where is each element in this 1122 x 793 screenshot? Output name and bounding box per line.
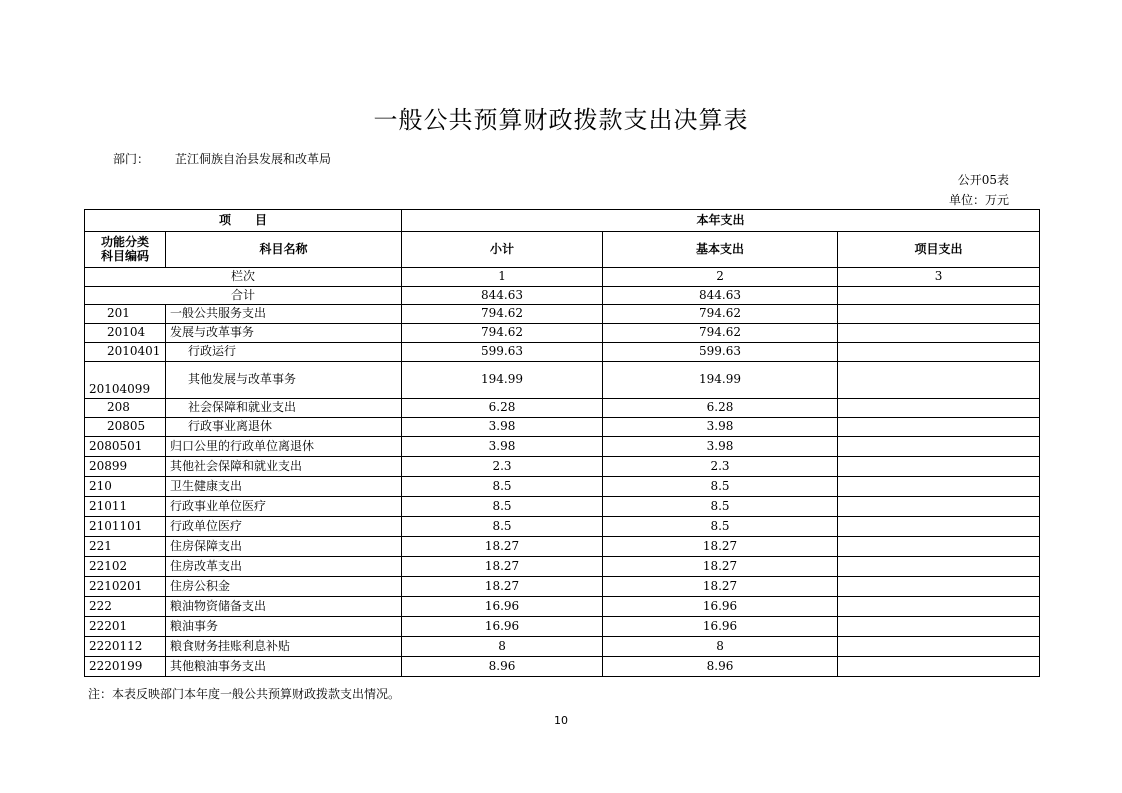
department-label: 部门： xyxy=(113,152,150,166)
row-name: 住房保障支出 xyxy=(166,537,402,557)
table-row xyxy=(85,457,1040,477)
row-name: 其他发展与改革事务 xyxy=(166,362,402,399)
row-subtotal: 18.27 xyxy=(402,557,603,577)
page-title: 一般公共预算财政拨款支出决算表 xyxy=(373,106,749,134)
row-subtotal: 18.27 xyxy=(402,577,603,597)
header-col-basic: 基本支出 xyxy=(603,232,838,268)
row-code: 22201 xyxy=(85,617,166,637)
row-code: 20805 xyxy=(85,418,166,437)
row-basic: 794.62 xyxy=(603,324,838,343)
row-project xyxy=(838,617,1040,637)
table-row xyxy=(85,418,1040,437)
row-subtotal: 18.27 xyxy=(402,537,603,557)
row-project xyxy=(838,597,1040,617)
row-project xyxy=(838,437,1040,457)
total-subtotal: 844.63 xyxy=(402,287,603,305)
row-name: 卫生健康支出 xyxy=(166,477,402,497)
row-name: 粮油事务 xyxy=(166,617,402,637)
row-code: 2220112 xyxy=(85,637,166,657)
row-name: 行政单位医疗 xyxy=(166,517,402,537)
row-project xyxy=(838,577,1040,597)
header-current-year-group: 本年支出 xyxy=(402,210,1040,232)
column-index-1: 1 xyxy=(402,268,603,287)
row-name: 粮食财务挂账利息补贴 xyxy=(166,637,402,657)
row-project xyxy=(838,637,1040,657)
row-basic: 18.27 xyxy=(603,557,838,577)
row-subtotal: 6.28 xyxy=(402,399,603,418)
row-project xyxy=(838,497,1040,517)
table-row xyxy=(85,437,1040,457)
row-subtotal: 3.98 xyxy=(402,418,603,437)
row-code: 20899 xyxy=(85,457,166,477)
row-code: 2220199 xyxy=(85,657,166,677)
row-project xyxy=(838,517,1040,537)
table-row xyxy=(85,657,1040,677)
row-basic: 8.5 xyxy=(603,517,838,537)
row-code: 20104099 xyxy=(85,362,166,399)
row-subtotal: 8.5 xyxy=(402,497,603,517)
row-basic: 18.27 xyxy=(603,577,838,597)
row-code: 221 xyxy=(85,537,166,557)
row-basic: 8.96 xyxy=(603,657,838,677)
row-code: 2101101 xyxy=(85,517,166,537)
row-basic: 16.96 xyxy=(603,617,838,637)
table-row xyxy=(85,343,1040,362)
row-basic: 794.62 xyxy=(603,305,838,324)
table-note: 注：本表反映部门本年度一般公共预算财政拨款支出情况。 xyxy=(88,687,401,701)
row-name: 其他粮油事务支出 xyxy=(166,657,402,677)
row-basic: 194.99 xyxy=(603,362,838,399)
row-code: 222 xyxy=(85,597,166,617)
table-row xyxy=(85,557,1040,577)
table-row xyxy=(85,324,1040,343)
row-project xyxy=(838,557,1040,577)
row-subtotal: 16.96 xyxy=(402,597,603,617)
row-subtotal: 8.5 xyxy=(402,477,603,497)
table-row xyxy=(85,617,1040,637)
row-name: 住房改革支出 xyxy=(166,557,402,577)
row-project xyxy=(838,477,1040,497)
table-row xyxy=(85,537,1040,557)
row-project xyxy=(838,324,1040,343)
page-number: 10 xyxy=(554,714,568,727)
row-project xyxy=(838,343,1040,362)
row-name: 归口公里的行政单位离退休 xyxy=(166,437,402,457)
row-basic: 2.3 xyxy=(603,457,838,477)
row-basic: 8.5 xyxy=(603,497,838,517)
total-project xyxy=(838,287,1040,305)
row-basic: 3.98 xyxy=(603,418,838,437)
row-name: 行政事业离退休 xyxy=(166,418,402,437)
row-subtotal: 8.96 xyxy=(402,657,603,677)
row-project xyxy=(838,657,1040,677)
header-item-group: 项 目 xyxy=(85,210,402,232)
column-index-3: 3 xyxy=(838,268,1040,287)
table-row xyxy=(85,362,1040,399)
row-subtotal: 3.98 xyxy=(402,437,603,457)
row-project xyxy=(838,399,1040,418)
row-name: 发展与改革事务 xyxy=(166,324,402,343)
form-number: 公开05表 xyxy=(957,173,1009,187)
row-basic: 16.96 xyxy=(603,597,838,617)
row-basic: 6.28 xyxy=(603,399,838,418)
row-subtotal: 2.3 xyxy=(402,457,603,477)
row-name: 行政事业单位医疗 xyxy=(166,497,402,517)
row-basic: 599.63 xyxy=(603,343,838,362)
table-row xyxy=(85,597,1040,617)
unit-label: 单位：万元 xyxy=(948,193,1009,207)
header-col-subtotal: 小计 xyxy=(402,232,603,268)
row-subtotal: 599.63 xyxy=(402,343,603,362)
row-subtotal: 8 xyxy=(402,637,603,657)
row-subtotal: 16.96 xyxy=(402,617,603,637)
row-name: 行政运行 xyxy=(166,343,402,362)
column-index-label: 栏次 xyxy=(85,268,402,287)
row-code: 2210201 xyxy=(85,577,166,597)
row-basic: 3.98 xyxy=(603,437,838,457)
row-code: 22102 xyxy=(85,557,166,577)
total-basic: 844.63 xyxy=(603,287,838,305)
table-row xyxy=(85,399,1040,418)
row-project xyxy=(838,362,1040,399)
row-subtotal: 794.62 xyxy=(402,305,603,324)
header-col-name: 科目名称 xyxy=(166,232,402,268)
header-col-code: 功能分类 科目编码 xyxy=(85,232,166,268)
table-row xyxy=(85,305,1040,324)
row-code: 210 xyxy=(85,477,166,497)
header-col-project: 项目支出 xyxy=(838,232,1040,268)
row-project xyxy=(838,537,1040,557)
row-code: 21011 xyxy=(85,497,166,517)
row-code: 208 xyxy=(85,399,166,418)
row-subtotal: 8.5 xyxy=(402,517,603,537)
row-code: 2010401 xyxy=(85,343,166,362)
row-subtotal: 794.62 xyxy=(402,324,603,343)
row-name: 住房公积金 xyxy=(166,577,402,597)
row-subtotal: 194.99 xyxy=(402,362,603,399)
table-row xyxy=(85,637,1040,657)
row-project xyxy=(838,457,1040,477)
row-basic: 8.5 xyxy=(603,477,838,497)
row-name: 社会保障和就业支出 xyxy=(166,399,402,418)
row-name: 其他社会保障和就业支出 xyxy=(166,457,402,477)
table-row xyxy=(85,577,1040,597)
row-basic: 8 xyxy=(603,637,838,657)
expenditure-table xyxy=(84,209,1040,677)
row-code: 20104 xyxy=(85,324,166,343)
row-code: 2080501 xyxy=(85,437,166,457)
row-name: 粮油物资储备支出 xyxy=(166,597,402,617)
total-label: 合计 xyxy=(85,287,402,305)
column-index-2: 2 xyxy=(603,268,838,287)
row-name: 一般公共服务支出 xyxy=(166,305,402,324)
row-basic: 18.27 xyxy=(603,537,838,557)
row-project xyxy=(838,305,1040,324)
department-line xyxy=(113,150,331,167)
department-name: 芷江侗族自治县发展和改革局 xyxy=(175,152,332,166)
row-project xyxy=(838,418,1040,437)
table-row xyxy=(85,477,1040,497)
table-row xyxy=(85,497,1040,517)
row-code: 201 xyxy=(85,305,166,324)
table-row xyxy=(85,517,1040,537)
